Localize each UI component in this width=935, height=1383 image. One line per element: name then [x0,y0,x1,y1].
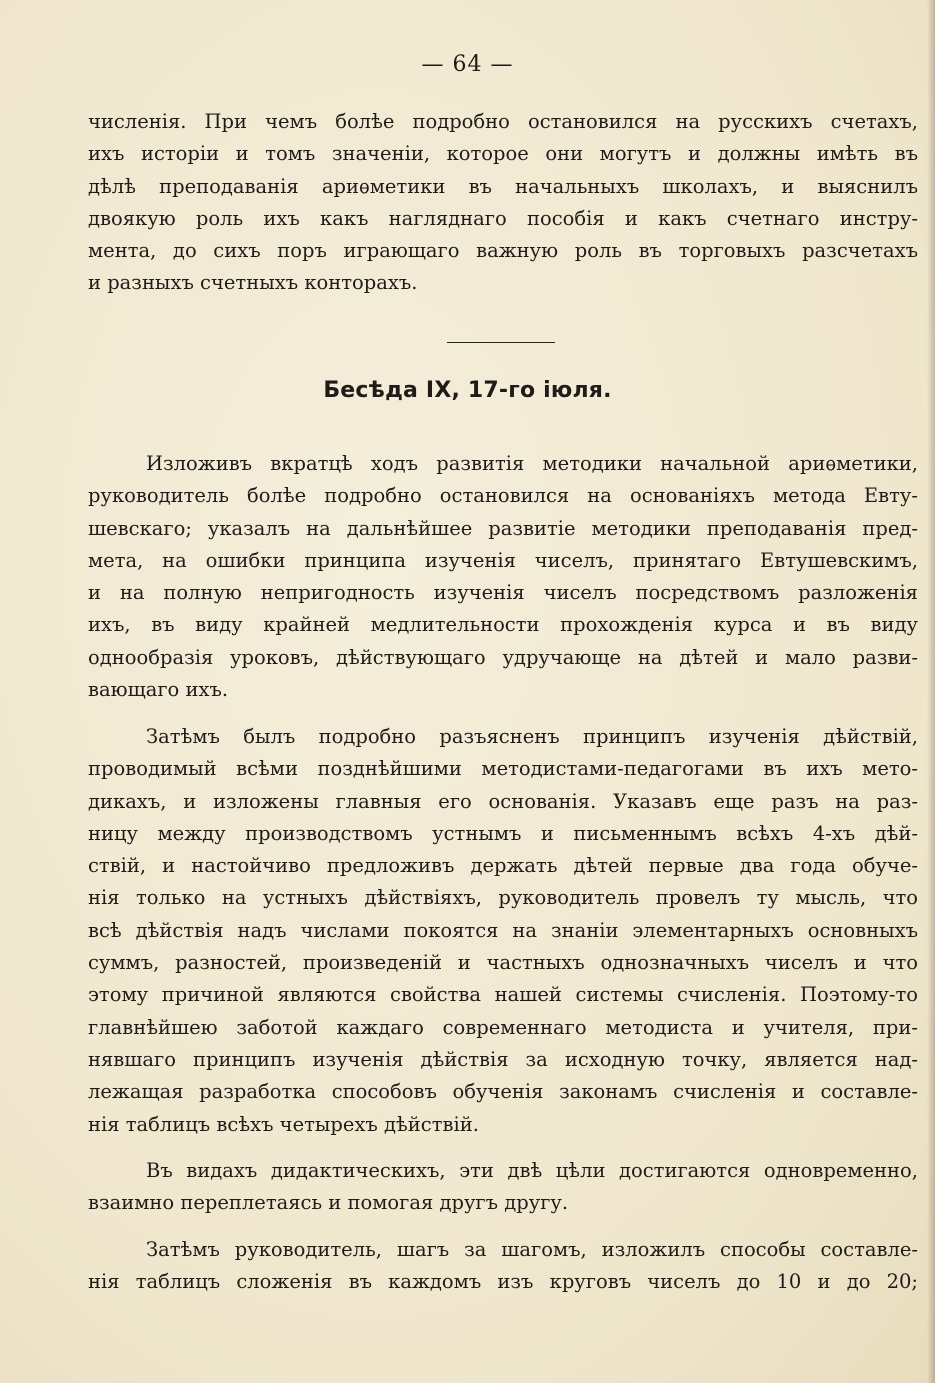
text-line: нія таблицъ всѣхъ четырехъ дѣйствій. [88,1112,479,1136]
paragraph-4 [88,1234,918,1299]
text-line: Изложивъ вкратцѣ ходъ развитія методики начальной ариѳметики, [146,452,918,475]
text-line: всѣ дѣйствія надъ числами покоятся на знаніи элементарныхъ основныхъ [88,918,918,942]
text-line: численія. При чемъ болѣе подробно остановился на русскихъ счетахъ, [88,110,918,133]
text-line: мента, до сихъ поръ играющаго важную роль въ торговыхъ разсчетахъ [88,239,918,263]
text-line: ницу между производствомъ устнымъ и письменнымъ всѣхъ 4-хъ дѣй- [88,821,918,845]
text-line: проводимый всѣми позднѣйшими методистами-педагогами въ ихъ мето- [88,757,918,781]
paragraph-3 [88,1155,918,1220]
page-edge-shadow [927,0,935,1383]
text-line: нявшаго принципъ изученія дѣйствія за исходную точку, является над- [88,1047,918,1071]
text-line: лежащая разработка способовъ обученія законамъ счисленія и составле- [88,1080,918,1104]
text-line: Въ видахъ дидактическихъ, эти двѣ цѣли достигаются одновременно, [146,1159,918,1182]
text-line: нія таблицъ сложенія въ каждомъ изъ круговъ чиселъ до 10 и до 20; [88,1270,918,1294]
section-separator [447,342,555,343]
text-line: ихъ, въ виду крайней медлительности прохожденія курса и въ виду [88,613,918,637]
paragraph-1 [88,448,918,706]
text-line: шевскаго; указалъ на дальнѣйшее развитіе методики преподаванія пред- [88,516,918,540]
text-line: Затѣмъ руководитель, шагъ за шагомъ, изложилъ способы составле- [146,1238,918,1261]
text-line: главнѣйшею заботой каждаго современнаго методиста и учителя, при- [88,1015,918,1039]
text-line: дѣлѣ преподаванія ариѳметики въ начальныхъ школахъ, и выяснилъ [88,174,918,198]
text-line: этому причиной являются свойства нашей системы счисленія. Поэтому-то [88,983,918,1007]
section-heading: Бесѣда IX, 17-го іюля. [323,378,612,403]
text-line: нія только на устныхъ дѣйствіяхъ, руководитель провелъ ту мысль, что [88,886,918,910]
paragraph-2 [88,721,918,1141]
text-line: суммъ, разностей, произведеній и частныхъ однозначныхъ чиселъ и что [88,951,918,975]
text-line: мета, на ошибки принципа изученія чиселъ, принятаго Евтушевскимъ, [88,548,918,572]
text-line: руководитель болѣе подробно остановился на основаніяхъ метода Евту- [88,484,918,508]
text-line: взаимно переплетаясь и помогая другъ другу. [88,1191,569,1215]
intro-paragraph [88,106,918,300]
text-line: двоякую роль ихъ какъ нагляднаго пособія и какъ счетнаго инстру- [88,206,918,230]
text-line: Затѣмъ былъ подробно разъясненъ принципъ изученія дѣйствій, [146,725,918,748]
text-line: ствій, и настойчиво предложивъ держать дѣтей первые два года обуче- [88,854,918,878]
text-line: и разныхъ счетныхъ конторахъ. [88,271,418,295]
text-line: и на полную непригодность изученія чиселъ посредствомъ разложенія [88,581,918,605]
text-line: ихъ исторіи и томъ значеніи, которое они могутъ и должны имѣть въ [88,142,918,166]
page-number: — 64 — [421,52,514,77]
text-line: дикахъ, и изложены главныя его основанія. Указавъ еще разъ на раз- [88,789,918,813]
text-line: однообразія уроковъ, дѣйствующаго удручающе на дѣтей и мало разви- [88,645,918,669]
text-line: вающаго ихъ. [88,678,229,702]
